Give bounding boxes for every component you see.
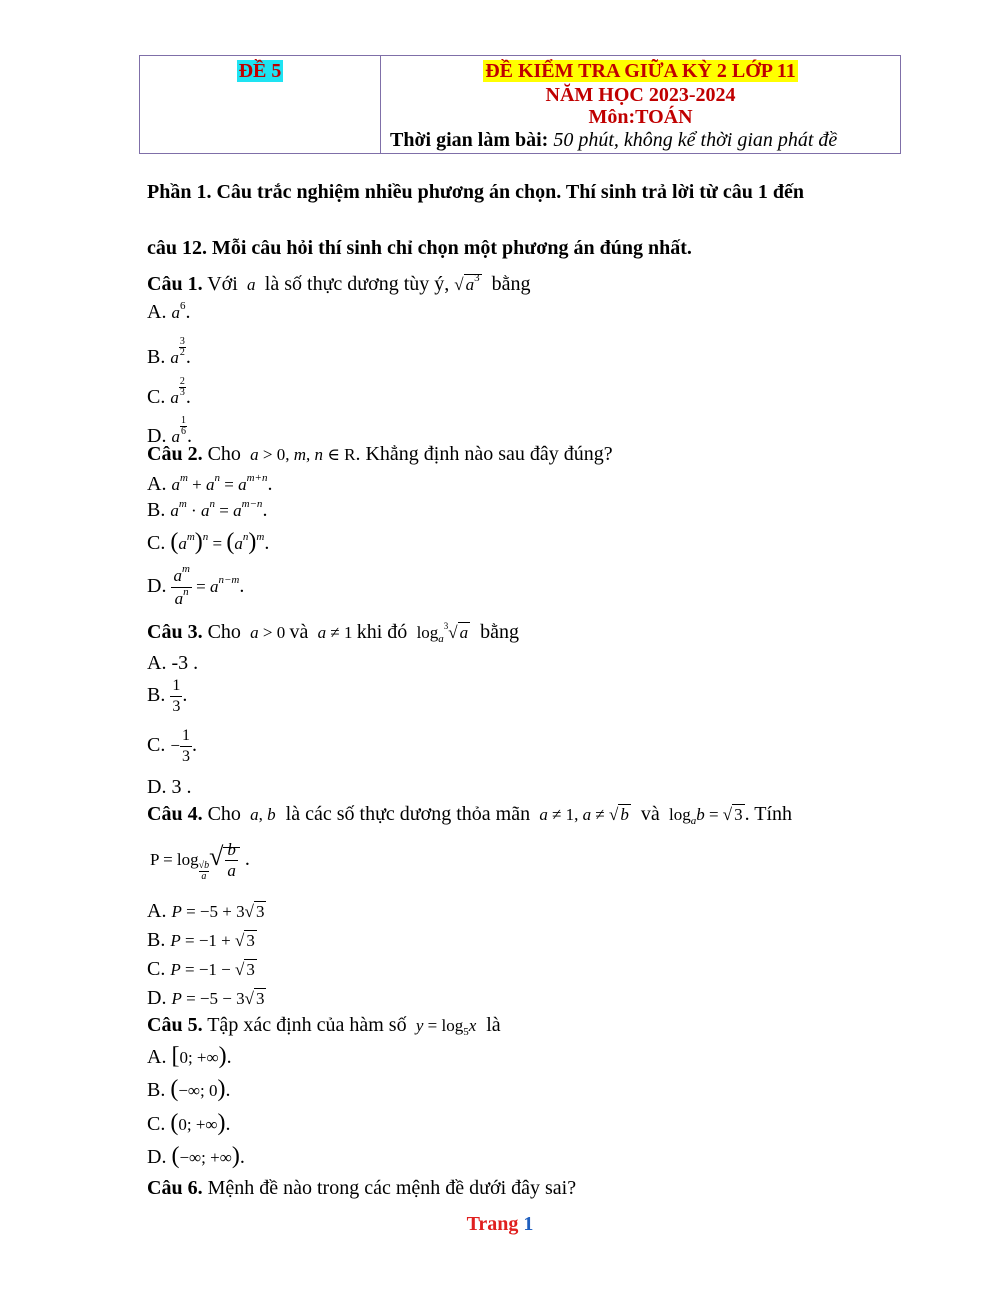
q3-option-a[interactable]: A. -3 . — [147, 652, 199, 674]
exam-code: ĐỀ 5 — [238, 60, 282, 82]
exam-title: ĐỀ KIỂM TRA GIỮA KỲ 2 LỚP 11 — [485, 60, 796, 82]
exam-code-cell — [140, 56, 381, 154]
q4-option-c[interactable]: C. P = −1 − √ 3 — [147, 958, 255, 980]
q4-option-a[interactable]: A. P = −5 + 3√ 3 — [147, 900, 265, 922]
question-3: Câu 3. Cho a > 0 và a ≠ 1 khi đó $\log_a^3√$ a bằng — [147, 621, 520, 645]
page-footer — [0, 1213, 1000, 1236]
q2-option-b[interactable]: B. $a^m \cdot a^n = a^{m-n}$. — [147, 498, 268, 521]
time-value: 50 phút, không kể thời gian phát đề — [553, 129, 838, 151]
q3-option-c[interactable]: C. − $\frac{1}{3}$ . — [147, 727, 197, 765]
q1-option-c[interactable]: C. a $\frac{2}{3}$ . — [147, 376, 191, 408]
exam-header-table — [139, 55, 901, 154]
question-2: Câu 2. Cho a > 0, m, n ∈ R. Khẳng định nào sau đây đúng? — [147, 443, 613, 465]
q4-formula: P = log $\frac{√b}{a}$ √ $\frac{b}{a}$ . — [150, 840, 250, 883]
q3-option-b[interactable]: B. $\frac{1}{3}$ . — [147, 677, 188, 715]
q3-option-d[interactable]: D. 3 . — [147, 776, 192, 798]
part1-instruction-line2: câu 12. Mỗi câu hỏi thí sinh chỉ chọn một phương án đúng nhất. — [147, 237, 692, 259]
question-5: Câu 5. Tập xác định của hàm số $y = \log_5x$ là — [147, 1014, 501, 1038]
time-label: Thời gian làm bài: — [390, 129, 549, 151]
q1-option-b[interactable]: B. a $\frac{3}{2}$ . — [147, 336, 191, 368]
exam-info-cell — [381, 56, 901, 154]
q5-option-a[interactable]: A. [0; +∞). — [147, 1043, 232, 1069]
q1-option-d[interactable]: D. a $\frac{1}{6}$ . — [147, 415, 192, 447]
page-number: 1 — [523, 1213, 534, 1235]
part1-instruction-line1: Phần 1. Câu trắc nghiệm nhiều phương án chọn. Thí sinh trả lời từ câu 1 đến — [147, 181, 805, 203]
q5-option-d[interactable]: D. (−∞; +∞). — [147, 1143, 245, 1169]
q2-option-d[interactable]: D. $\frac{a^m}{a^n}$ = $a^{n-m}$. — [147, 563, 245, 608]
q2-option-a[interactable]: A. $a^m + a^n = a^{m+n}$. — [147, 472, 273, 495]
q5-option-b[interactable]: B. (−∞; 0). — [147, 1076, 231, 1102]
q1-option-a[interactable]: A. $a^6$. — [147, 300, 191, 323]
question-6: Câu 6. Mệnh đề nào trong các mệnh đề dưới đây sai? — [147, 1177, 577, 1199]
q2-option-c[interactable]: C. $(a^m)^n = (a^n)^m$. — [147, 529, 270, 555]
q4-option-b[interactable]: B. P = −1 + √ 3 — [147, 929, 255, 951]
page-label: Trang — [466, 1213, 519, 1235]
question-4: Câu 4. Cho a, b là các số thực dương thỏa mãn a ≠ 1, a ≠ √ b và $\log_ab$ = √ 3 . Tính — [147, 803, 793, 827]
q4-option-d[interactable]: D. P = −5 − 3√ 3 — [147, 987, 265, 1009]
q5-option-c[interactable]: C. (0; +∞). — [147, 1110, 231, 1136]
school-year: NĂM HỌC 2023-2024 — [545, 84, 736, 106]
subject: Môn:TOÁN — [588, 106, 693, 128]
question-1: Câu 1. Với a là số thực dương tùy ý, √ $a^3$ bằng — [147, 272, 531, 295]
